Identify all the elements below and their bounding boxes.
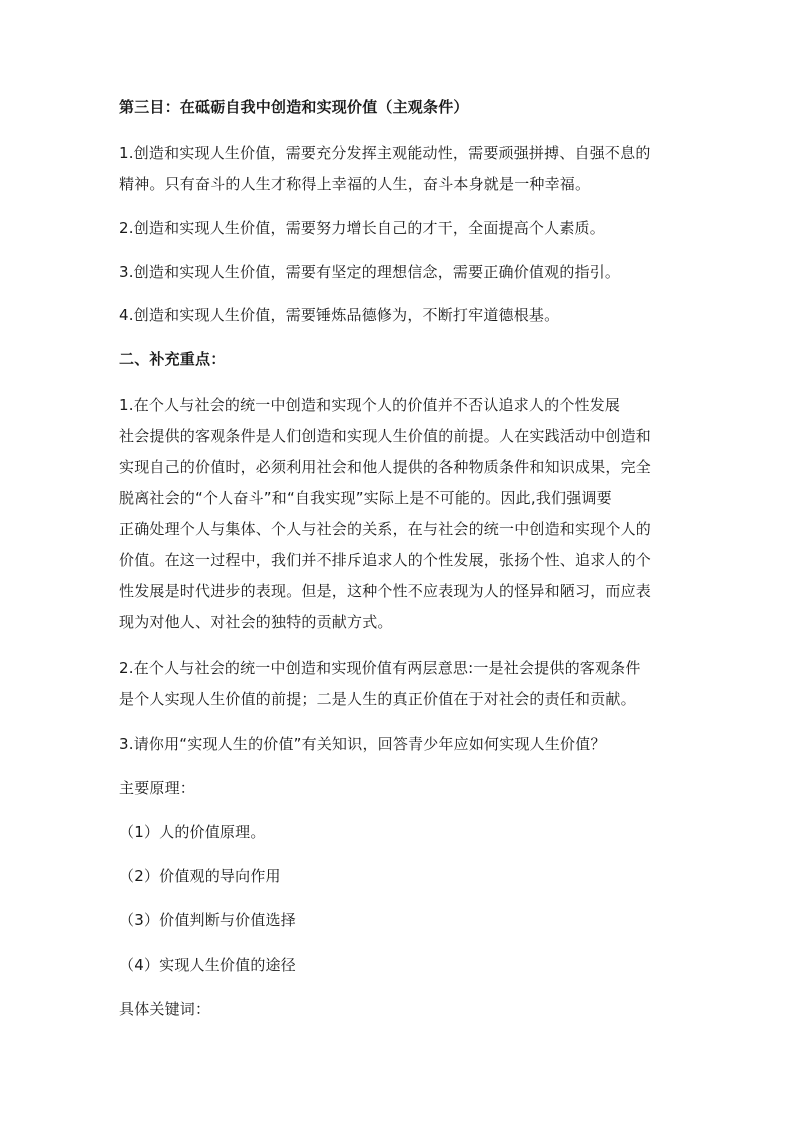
supplement-heading: 二、补充重点： (119, 350, 226, 368)
principle-item-4: （4）实现人生价值的途径 (119, 956, 296, 974)
paragraph-item-2: 2.创造和实现人生价值，需要努力增长自己的才干，全面提高个人素质。 (119, 219, 605, 237)
principles-label: 主要原理： (119, 779, 196, 797)
keywords-label: 具体关键词： (119, 1000, 211, 1018)
principle-item-3: （3）价值判断与价值选择 (119, 911, 296, 929)
supplement-p3: 3.请你用“实现人生的价值”有关知识，回答青少年应如何实现人生价值？ (119, 735, 606, 753)
supplement-p2-line-2: 是个人实现人生价值的前提；二是人生的真正价值在于对社会的责任和贡献。 (119, 690, 636, 708)
supplement-p1-line-2: 社会提供的客观条件是人们创造和实现人生价值的前提。人在实践活动中创造和 (119, 427, 652, 445)
paragraph-item-1-line-1: 1.创造和实现人生价值，需要充分发挥主观能动性，需要顽强拼搏、自强不息的 (119, 144, 651, 162)
paragraph-item-4: 4.创造和实现人生价值，需要锤炼品德修为，不断打牢道德根基。 (119, 306, 560, 324)
supplement-p1-line-8: 现为对他人、对社会的独特的贡献方式。 (119, 613, 393, 631)
paragraph-item-3: 3.创造和实现人生价值，需要有坚定的理想信念，需要正确价值观的指引。 (119, 263, 621, 281)
principle-item-1: （1）人的价值原理。 (119, 823, 266, 841)
supplement-p1-line-7: 性发展是时代进步的表现。但是，这种个性不应表现为人的怪异和陋习，而应表 (119, 582, 652, 600)
supplement-p1-line-4: 脱离社会的“个人奋斗”和“自我实现”实际上是不可能的。因此,我们强调要 (119, 489, 612, 507)
supplement-p1-line-6: 价值。在这一过程中，我们并不排斥追求人的个性发展，张扬个性、追求人的个 (119, 551, 652, 569)
section-heading-third: 第三目：在砥砺自我中创造和实现价值（主观条件） (119, 98, 469, 116)
paragraph-item-1-line-2: 精神。只有奋斗的人生才称得上幸福的人生，奋斗本身就是一种幸福。 (119, 175, 591, 193)
supplement-p2-line-1: 2.在个人与社会的统一中创造和实现价值有两层意思:一是社会提供的客观条件 (119, 659, 641, 677)
supplement-p1-line-3: 实现自己的价值时，必须利用社会和他人提供的各种物质条件和知识成果，完全 (119, 458, 652, 476)
supplement-p1-line-1: 1.在个人与社会的统一中创造和实现个人的价值并不否认追求人的个性发展 (119, 396, 621, 414)
supplement-p1-line-5: 正确处理个人与集体、个人与社会的关系，在与社会的统一中创造和实现个人的 (119, 520, 652, 538)
principle-item-2: （2）价值观的导向作用 (119, 867, 281, 885)
